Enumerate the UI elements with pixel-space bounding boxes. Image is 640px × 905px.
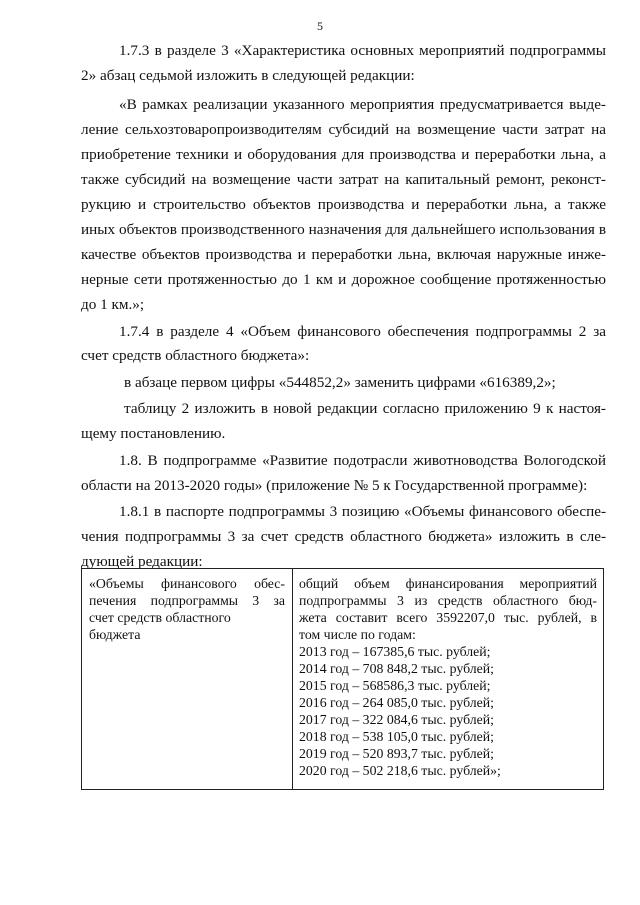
paragraph-5-line-2: щему постановлению. xyxy=(81,425,226,442)
paragraph-3-line-2: счет средств областного бюджета»: xyxy=(81,347,310,364)
paragraph-2-line-2: ление сельхозтоваропроизводителям субсидий на возмещение части затрат на xyxy=(81,121,606,138)
table-right-cell-year-2016: 2016 год – 264 085,0 тыс. рублей; xyxy=(299,695,494,710)
paragraph-2-line-7: качестве объектов производства и переработки льна, включая наружные инже- xyxy=(81,246,606,263)
paragraph-4-line-1: в абзаце первом цифры «544852,2» заменить цифрами «616389,2»; xyxy=(124,374,556,391)
table-right-cell-year-2015: 2015 год – 568586,3 тыс. рублей; xyxy=(299,678,491,693)
paragraph-2-line-4: также субсидий на возмещение части затрат на капитальный ремонт, реконст- xyxy=(81,171,606,188)
paragraph-3-line-1: 1.7.4 в разделе 4 «Объем финансового обеспечения подпрограммы 2 за xyxy=(119,323,606,340)
table-right-cell-year-2019: 2019 год – 520 893,7 тыс. рублей; xyxy=(299,746,494,761)
paragraph-1-line-2: 2» абзац седьмой изложить в следующей редакции: xyxy=(81,67,415,84)
paragraph-2-line-5: рукцию и строительство объектов производства и переработки льна, а также xyxy=(81,196,606,213)
table-right-cell-year-2017: 2017 год – 322 084,6 тыс. рублей; xyxy=(299,712,494,727)
table-left-cell-line-2: печения подпрограммы 3 за xyxy=(89,593,285,608)
paragraph-1-line-1: 1.7.3 в разделе 3 «Характеристика основных мероприятий подпрограммы xyxy=(119,42,606,59)
paragraph-2-line-3: приобретение техники и оборудования для производства и переработки льна, а xyxy=(81,146,606,163)
table-right-cell-year-2020: 2020 год – 502 218,6 тыс. рублей»; xyxy=(299,763,501,778)
table-right-cell-line-3: жета составит всего 3592207,0 тыс. рублей, в xyxy=(299,610,597,625)
table-right-cell-year-2014: 2014 год – 708 848,2 тыс. рублей; xyxy=(299,661,494,676)
paragraph-2-line-9: до 1 км.»; xyxy=(81,296,145,313)
page-number: 5 xyxy=(317,19,323,33)
table-left-cell-line-4: бюджета xyxy=(89,627,141,642)
table-right-cell-line-4: том числе по годам: xyxy=(299,627,416,642)
paragraph-7-line-3: дующей редакции: xyxy=(81,553,203,570)
paragraph-6-line-1: 1.8. В подпрограмме «Развитие подотрасли животноводства Вологодской xyxy=(119,452,606,469)
paragraph-2-line-6: иных объектов производственного назначения для дальнейшего использования в xyxy=(81,221,606,238)
paragraph-2-line-8: нерные сети протяженностью до 1 км и дорожное сообщение протяженностью xyxy=(81,271,606,288)
paragraph-6-line-2: области на 2013-2020 годы» (приложение № 5 к Государственной программе): xyxy=(81,477,588,494)
table-right-cell-year-2013: 2013 год – 167385,6 тыс. рублей; xyxy=(299,644,491,659)
paragraph-2-line-1: «В рамках реализации указанного мероприятия предусматривается выде- xyxy=(119,96,606,113)
table-left-cell-line-3: счет средств областного xyxy=(89,610,231,625)
paragraph-7-line-2: чения подпрограммы 3 за счет средств областного бюджета» изложить в сле- xyxy=(81,528,606,545)
paragraph-7-line-1: 1.8.1 в паспорте подпрограммы 3 позицию «Объемы финансового обеспе- xyxy=(119,503,606,520)
funding-table xyxy=(81,568,604,790)
paragraph-5-line-1: таблицу 2 изложить в новой редакции согласно приложению 9 к настоя- xyxy=(124,400,606,417)
table-column-divider xyxy=(292,569,293,789)
table-right-cell-line-2: подпрограммы 3 из средств областного бюд- xyxy=(299,593,597,608)
table-right-cell-year-2018: 2018 год – 538 105,0 тыс. рублей; xyxy=(299,729,494,744)
table-left-cell-line-1: «Объемы финансового обес- xyxy=(89,576,285,591)
table-right-cell-line-1: общий объем финансирования мероприятий xyxy=(299,576,597,591)
